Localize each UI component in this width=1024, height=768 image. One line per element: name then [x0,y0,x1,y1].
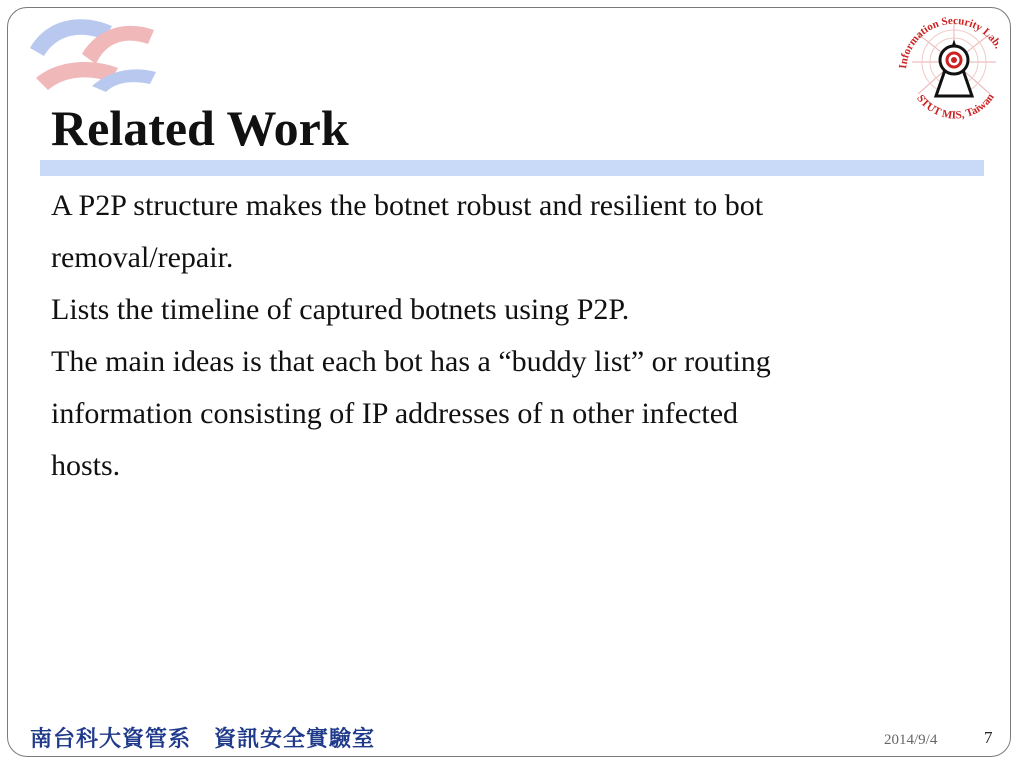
page-number: 7 [984,728,993,747]
decorative-swoosh-icon [22,8,162,94]
slide-title: Related Work [51,100,349,156]
title-underline-bar [40,160,984,176]
slide-body [51,180,971,492]
lab-seal-logo-icon [888,4,1018,134]
footer-organization: 南台科大資管系 資訊安全實驗室 [30,727,376,752]
logo-top-text: Information Security Lab. [897,14,1005,70]
body-line: Lists the timeline of captured botnets using P2P. [51,293,630,326]
body-line: information consisting of IP addresses of n other infected [51,397,739,430]
footer-date: 2014/9/4 [884,732,938,748]
logo-bottom-text: STUT MIS, Taiwan [914,91,997,122]
body-line: hosts. [51,449,121,482]
body-line: The main ideas is that each bot has a “buddy list” or routing [51,345,771,378]
body-line: removal/repair. [51,241,234,274]
body-line: A P2P structure makes the botnet robust and resilient to bot [51,189,764,222]
